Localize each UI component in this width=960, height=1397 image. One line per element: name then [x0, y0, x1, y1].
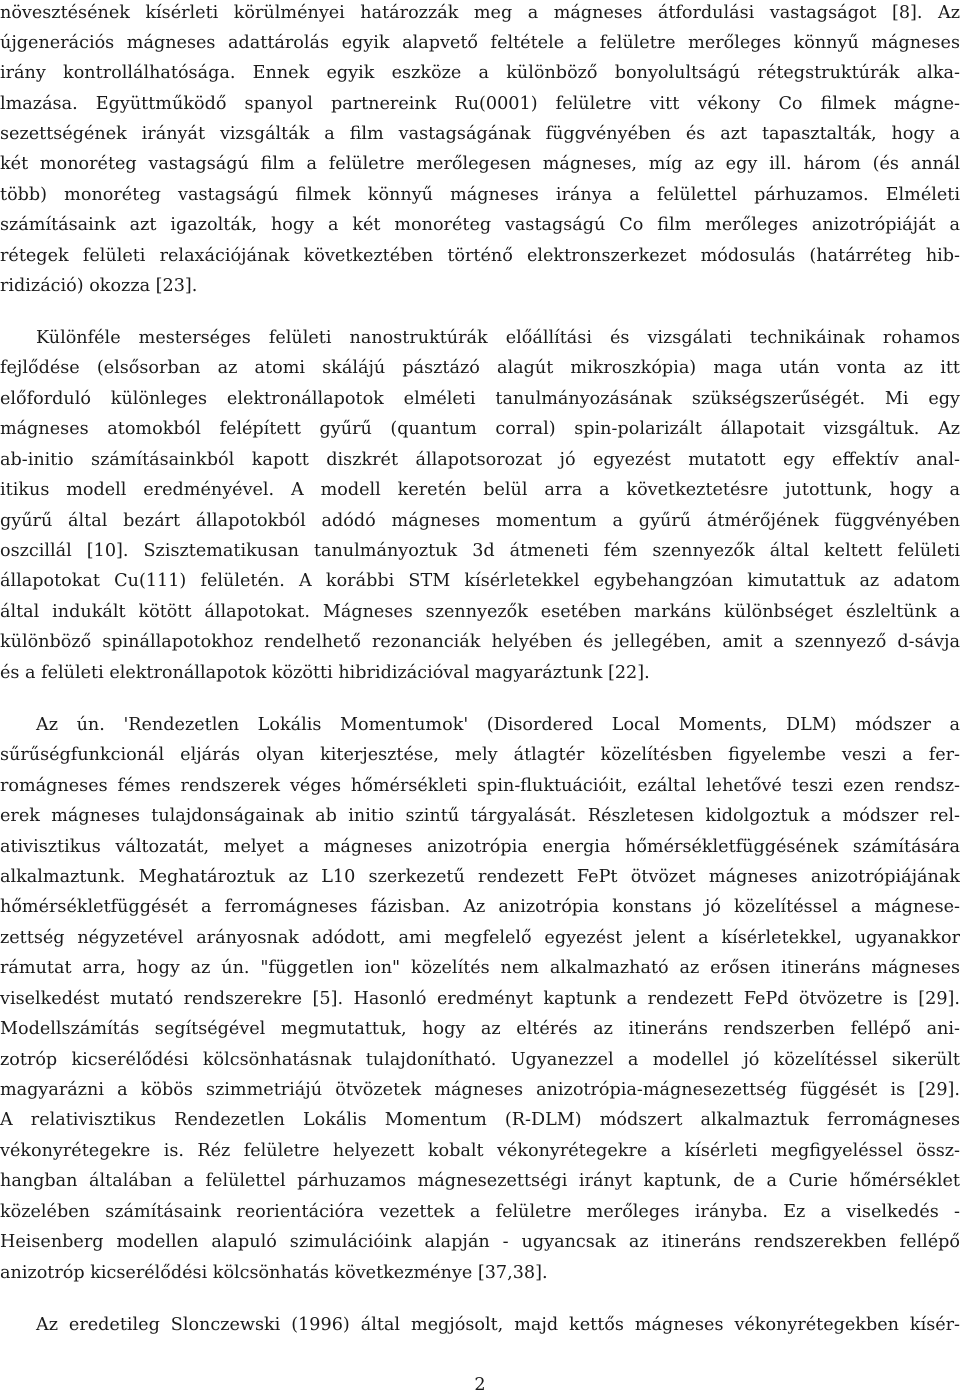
page-number: 2 — [474, 1375, 486, 1395]
text-line: számításaink azt igazolták, hogy a két monoréteg vastagságú Co film merőleges anizotrópiáját a — [0, 215, 960, 235]
text-line: közelében számításaink reorientációra vezettek a felületre merőleges irányba. Ez a viselkedés - — [0, 1202, 960, 1222]
text-line: növesztésének kísérleti körülményei határozzák meg a mágneses átfordulási vastagságot [8]. Az — [0, 3, 960, 23]
text-line: sezettségének irányát vizsgálták a film vastagságának függvényében és azt tapasztalták, hogy a — [0, 124, 960, 144]
text-line: magyarázni a köbös szimmetriájú ötvözetek mágneses anizotrópia-mágnesezettség függését is [29]. — [0, 1080, 960, 1100]
text-line: állapotokat Cu(111) felületén. A korábbi STM kísérletekkel egybehangzóan kimutattuk az adatom — [0, 571, 960, 591]
text-line: Modellszámítás segítségével megmutattuk, hogy az eltérés az itineráns rendszerben fellépő ani- — [0, 1019, 960, 1039]
text-line: sűrűségfunkcionál eljárás olyan kiterjesztése, mely átlagtér közelítésben figyelembe veszi a fer- — [0, 745, 960, 765]
text-line: mágneses atomokból felépített gyűrű (quantum corral) spin-polarizált állapotait vizsgáltuk. Az — [0, 419, 960, 439]
text-line: rámutat arra, hogy az ún. "független ion" közelítés nem alkalmazható az erősen itineráns mágneses — [0, 958, 960, 978]
text-line: zettség négyzetével arányosnak adódott, ami megfelelő egyezést jelent a kísérletekkel, ugyanakkor — [0, 928, 960, 948]
text-line: által indukált kötött állapotokat. Mágneses szennyezők esetében markáns különbséget észleltünk a — [0, 602, 960, 622]
text-line: Az eredetileg Slonczewski (1996) által megjósolt, majd kettős mágneses vékonyrétegekben kísér- — [36, 1315, 960, 1335]
text-line: irány kontrollálhatósága. Ennek egyik eszköze a különböző bonyolultságú rétegstruktúrák alka- — [0, 63, 960, 83]
text-line: hőmérsékletfüggését a ferromágneses fázisban. Az anizotrópia konstans jó közelítéssel a mágnese- — [0, 897, 960, 917]
text-line: gyűrű által bezárt állapotokból adódó mágneses momentum a gyűrű átmérőjének függvényében — [0, 511, 960, 531]
text-line: lmazása. Együttműködő spanyol partnereink Ru(0001) felületre vitt vékony Co filmek mágne- — [0, 94, 960, 114]
text-line: erek mágneses tulajdonságainak ab initio szintű tárgyalását. Részletesen kidolgoztuk a módszer rel- — [0, 806, 960, 826]
text-line: különböző spinállapotokhoz rendelhető rezonanciák helyében és jellegében, amit a szennyező d-sávja — [0, 632, 960, 652]
text-line: romágneses fémes rendszerek véges hőmérsékleti spin-fluktuációit, ezáltal lehetővé teszi ezen rendsz- — [0, 776, 960, 796]
text-line: hangban általában a felülettel párhuzamos mágnesezettségi irányt kaptunk, de a Curie hőmérséklet — [0, 1171, 960, 1191]
text-line: és a felületi elektronállapotok közötti hibridizációval magyaráztunk [22]. — [0, 663, 650, 683]
text-line: Heisenberg modellen alapuló szimulációink alapján - ugyancsak az itineráns rendszerekben fellépő — [0, 1232, 960, 1252]
text-line: újgenerációs mágneses adattárolás egyik alapvető feltétele a felületre merőleges könnyű mágneses — [0, 33, 960, 53]
text-line: vékonyrétegekre is. Réz felületre helyezett kobalt vékonyrétegekre a kísérleti megfigyeléssel össz- — [0, 1141, 960, 1161]
text-line: ativisztikus változatát, melyet a mágneses anizotrópia energia hőmérsékletfüggésének számítására — [0, 837, 960, 857]
text-line: ridizáció) okozza [23]. — [0, 276, 198, 296]
text-line: Különféle mesterséges felületi nanostruktúrák előállítási és vizsgálati technikáinak rohamos — [36, 328, 960, 348]
text-line: zotróp kicserélődési kölcsönhatásnak tulajdonítható. Ugyanezzel a modellel jó közelítéssel sikerült — [0, 1050, 960, 1070]
text-line: Az ún. 'Rendezetlen Lokális Momentumok' (Disordered Local Moments, DLM) módszer a — [36, 715, 960, 735]
text-line: oszcillál [10]. Szisztematikusan tanulmányoztuk 3d átmeneti fém szennyezők által keltett felületi — [0, 541, 960, 561]
text-line: viselkedést mutató rendszerekre [5]. Hasonló eredményt kaptunk a rendezett FePd ötvözetre is [29]. — [0, 989, 960, 1009]
text-line: több) monoréteg vastagságú filmek könnyű mágneses iránya a felülettel párhuzamos. Elméleti — [0, 185, 960, 205]
text-line: előforduló különleges elektronállapotok elméleti tanulmányozásának szükségszerűségét. Mi egy — [0, 389, 960, 409]
text-line: ab-initio számításainkból kapott diszkrét állapotsorozat jó egyezést mutatott egy effektív anal- — [0, 450, 960, 470]
text-line: A relativisztikus Rendezetlen Lokális Momentum (R-DLM) módszert alkalmaztuk ferromágneses — [0, 1110, 960, 1130]
text-line: alkalmaztunk. Meghatároztuk az L10 szerkezetű rendezett FePt ötvözet mágneses anizotrópiájának — [0, 867, 960, 887]
text-line: anizotróp kicserélődési kölcsönhatás következménye [37,38]. — [0, 1263, 548, 1283]
text-line: itikus modell eredményével. A modell keretén belül arra a következtetésre jutottunk, hogy a — [0, 480, 960, 500]
text-line: két monoréteg vastagságú film a felületre merőlegesen mágneses, míg az egy ill. három (és annál — [0, 154, 960, 174]
text-line: fejlődése (elsősorban az atomi skálájú pásztázó alagút mikroszkópia) maga után vonta az itt — [0, 358, 960, 378]
text-line: rétegek felületi relaxációjának következtében történő elektronszerkezet módosulás (határréteg hib- — [0, 246, 960, 266]
